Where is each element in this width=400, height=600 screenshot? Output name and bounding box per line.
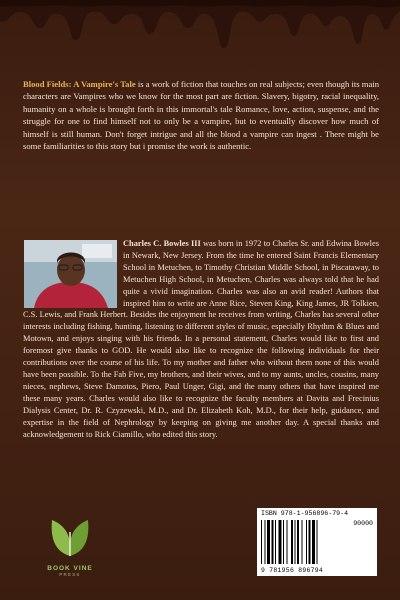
price-code: 90000 [353,520,373,527]
isbn-text: ISBN 978-1-956896-79-4 [261,510,349,517]
author-bio-text: was born in 1972 to Charles Sr. and Edwina Bowles in Newark, New Jersey. From the time he entered Saint Francis Elementary School in Metuchen, to Timothy Christian Middle School, in Piscataway, to Metuchen High School, in Metuchen, Charles was always told that he had quite a vivid imagination. Charles was also an avid reader! Authors that inspired him to write are Anne Rice, Steven King, King James, JR Tolkien, C.S. Lewis, and Frank Herbert. Besides the enjoyment he receives from writing, Charles has several other interests including fishing, hunting, listening to different styles of music, especially Rhythm & Blues and Motown, and enjoys singing with his friends. In a personal statement, Charles would like to first and foremost give thanks to GOD. He would also like to recognize the following individuals for their contributions over the course of his life. To my mother and father who without them none of this would have been possible. To the Fab Five, my brothers, and their wives, and to my aunts, uncles, cousins, many nieces, nephews, Steve Damotos, Piero, Paul Unger, Gigi, and the many others that have inspired me these many years. Charles would also like to recognize the faculty members at Davita and Frecinius Dialysis Center, Dr. R. Czyzewski, M.D., and Dr. Elizabeth Koh, M.D., for their help, guidance, and expertise in the field of Nephrology by keeping on giving me another day. A special thanks and acknowledgement to Rick Ciamillo, who edited this story. [23,239,379,439]
author-bio [23,238,379,440]
book-blurb [23,78,379,152]
book-title: Blood Fields: A Vampire's Tale [23,79,136,89]
publisher-name: BOOK VINE [47,565,93,572]
publisher-logo [40,512,100,592]
barcode-digits: 9 781956 896794 [261,567,324,574]
isbn-barcode [257,508,377,576]
blurb-text: is a work of fiction that touches on real subjects; even though its main characters are Vampires who we know for the most part are fiction. Slavery, bigotry, racial inequality, humanity on a whole is brought forth in this immortal's tale Romance, love, action, suspense, and the struggle for one to find himself not to only be a vampire, but to eventually discover how much of himself is still human. Don't forget intrigue and all the blood a vampire can ingest . There might be some familiarities to this story but i promise the work is authentic. [23,79,379,152]
blood-drips-decoration [0,0,400,70]
author-name: Charles C. Bowles III [123,239,201,248]
publisher-sub: PRESS [59,572,81,577]
book-vine-leaf-icon [46,512,94,558]
barcode-bars [261,520,343,564]
